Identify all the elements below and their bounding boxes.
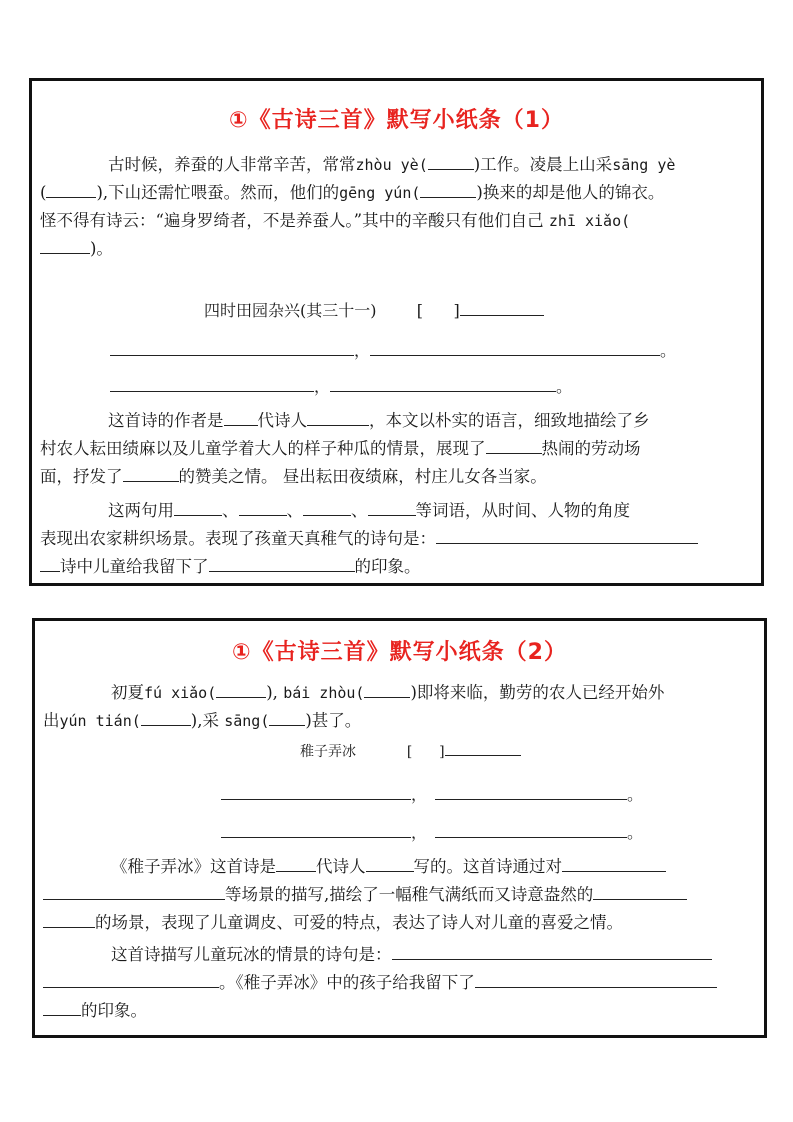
poem-blank[interactable] xyxy=(330,373,556,392)
answer-blank[interactable] xyxy=(141,709,191,726)
intro-text: 出 xyxy=(43,711,60,730)
desc-text: 等场景的描写,描绘了一幅稚气满纸而又诗意盎然的 xyxy=(225,885,594,904)
question-paragraph xyxy=(40,497,752,581)
card-title: ①《古诗三首》默写小纸条（1） xyxy=(229,108,564,133)
desc-text: 《稚子弄冰》这首诗是 xyxy=(111,857,276,876)
poem-blank[interactable] xyxy=(110,337,354,356)
poem-line-2 xyxy=(110,373,572,397)
desc-text: 热闹的劳动场 xyxy=(541,439,641,458)
punct: 。 xyxy=(660,341,677,360)
answer-blank[interactable] xyxy=(43,909,95,928)
desc-text: 代诗人 xyxy=(316,857,366,876)
dynasty-bracket: [ ] xyxy=(406,744,445,760)
answer-blank[interactable] xyxy=(40,237,90,254)
answer-blank[interactable] xyxy=(123,463,179,482)
question-text: 这首诗描写儿童玩冰的情景的诗句是： xyxy=(111,945,392,964)
poem-title-line xyxy=(300,741,521,761)
poem-blank[interactable] xyxy=(221,819,411,838)
punct: ， xyxy=(314,377,331,396)
impression-blank[interactable] xyxy=(43,997,81,1016)
poem-blank[interactable] xyxy=(221,781,411,800)
desc-text: 这首诗的作者是 xyxy=(108,411,224,430)
question-text: 的印象。 xyxy=(354,557,421,576)
poem-line-1 xyxy=(110,337,676,361)
poem-blank[interactable] xyxy=(435,781,627,800)
answer-blank[interactable] xyxy=(593,881,687,900)
verse-blank[interactable] xyxy=(40,553,60,572)
impression-blank[interactable] xyxy=(209,553,355,572)
intro-paragraph xyxy=(40,151,752,263)
poet-blank[interactable] xyxy=(307,407,369,426)
description-paragraph xyxy=(43,853,755,937)
question-text: 等词语，从时间、人物的角度 xyxy=(415,501,630,520)
answer-blank[interactable] xyxy=(364,681,410,698)
punct: ， xyxy=(354,341,371,360)
word-blank[interactable] xyxy=(239,497,287,516)
pinyin-zhouye: zhòu yè( xyxy=(355,156,428,174)
desc-text: 村农人耘田绩麻以及儿童学着大人的样子种瓜的情景，展现了 xyxy=(40,439,486,458)
intro-text: )换来的却是他人的锦衣。 xyxy=(476,183,665,202)
poem-blank[interactable] xyxy=(370,337,660,356)
intro-text: 怪不得有诗云：“遍身罗绮者，不是养蚕人。”其中的辛酸只有他们自己 xyxy=(40,211,544,230)
question-text: 。《稚子弄冰》中的孩子给我留下了 xyxy=(219,973,475,992)
desc-text: 的赞美之情。 昼出耘田夜绩麻，村庄儿女各当家。 xyxy=(178,467,547,486)
punct: ， xyxy=(411,785,428,804)
description-paragraph xyxy=(40,407,752,491)
dynasty-blank[interactable] xyxy=(276,853,316,872)
answer-blank[interactable] xyxy=(46,181,96,198)
punct: 。 xyxy=(627,785,644,804)
answer-blank[interactable] xyxy=(486,435,542,454)
question-text: 表现出农家耕织场景。表现了孩童天真稚气的诗句是： xyxy=(40,529,436,548)
intro-paragraph xyxy=(43,679,755,735)
answer-blank[interactable] xyxy=(269,709,305,726)
desc-text: 代诗人 xyxy=(257,411,307,430)
worksheet-card-1 xyxy=(29,78,764,586)
poet-blank[interactable] xyxy=(366,853,414,872)
verse-blank[interactable] xyxy=(43,969,219,988)
author-blank[interactable] xyxy=(445,741,521,756)
poem-title: 四时田园杂兴(其三十一) xyxy=(204,301,377,320)
pinyin-sangye: sāng yè xyxy=(612,156,676,174)
dynasty-bracket: [ ] xyxy=(416,301,460,320)
intro-text: ( xyxy=(40,183,47,202)
question-text: 这两句用 xyxy=(108,501,174,520)
desc-text: 写的。这首诗通过对 xyxy=(413,857,562,876)
punct: ， xyxy=(411,823,428,842)
intro-text: )工作。凌晨上山采 xyxy=(473,155,613,174)
answer-blank[interactable] xyxy=(216,681,266,698)
author-blank[interactable] xyxy=(460,297,544,316)
poem-title: 稚子弄冰 xyxy=(300,744,356,760)
worksheet-card-2 xyxy=(32,618,767,1038)
desc-text: 的场景，表现了儿童调皮、可爱的特点，表达了诗人对儿童的喜爱之情。 xyxy=(95,913,623,932)
intro-text: ),采 xyxy=(190,711,219,730)
pinyin-gengyun: gēng yún( xyxy=(339,184,421,202)
intro-text: 初夏 xyxy=(111,683,144,702)
desc-text: 面，抒发了 xyxy=(40,467,123,486)
intro-text: )甚了。 xyxy=(305,711,362,730)
intro-text: ),下山还需忙喂蚕。然而，他们的 xyxy=(96,183,340,202)
question-paragraph xyxy=(43,941,755,1025)
intro-text: 古时候，养蚕的人非常辛苦，常常 xyxy=(108,155,356,174)
question-text: 诗中儿童给我留下了 xyxy=(60,557,209,576)
pinyin-fuxiao: fú xiǎo( xyxy=(144,684,217,702)
word-blank[interactable] xyxy=(303,497,351,516)
punct: 。 xyxy=(627,823,644,842)
pinyin-baizhou: bái zhòu( xyxy=(283,684,365,702)
answer-blank[interactable] xyxy=(428,153,474,170)
question-text: 的印象。 xyxy=(81,1001,147,1020)
card-title: ①《古诗三首》默写小纸条（2） xyxy=(232,640,567,665)
intro-text: ), xyxy=(266,683,278,702)
intro-text: )。 xyxy=(90,239,113,258)
poem-line-1 xyxy=(221,781,643,805)
answer-blank[interactable] xyxy=(420,181,476,198)
answer-blank[interactable] xyxy=(43,881,225,900)
dynasty-blank[interactable] xyxy=(224,407,258,426)
poem-title-line xyxy=(204,297,544,321)
verse-blank[interactable] xyxy=(436,525,698,544)
word-blank[interactable] xyxy=(174,497,222,516)
poem-blank[interactable] xyxy=(110,373,314,392)
punct: 、 xyxy=(222,501,239,520)
verse-blank[interactable] xyxy=(392,941,712,960)
intro-text: )即将来临，勤劳的农人已经开始外 xyxy=(410,683,665,702)
pinyin-sang: sāng( xyxy=(224,712,270,730)
word-blank[interactable] xyxy=(368,497,416,516)
punct: 。 xyxy=(556,377,573,396)
punct: 、 xyxy=(286,501,303,520)
poem-line-2 xyxy=(221,819,643,843)
punct: 、 xyxy=(351,501,368,520)
pinyin-yuntian: yún tián( xyxy=(59,712,141,730)
desc-text: ，本文以朴实的语言，细致地描绘了乡 xyxy=(369,411,650,430)
impression-blank[interactable] xyxy=(475,969,717,988)
answer-blank[interactable] xyxy=(562,853,666,872)
poem-blank[interactable] xyxy=(435,819,627,838)
pinyin-zhixiao: zhī xiǎo( xyxy=(548,212,631,230)
